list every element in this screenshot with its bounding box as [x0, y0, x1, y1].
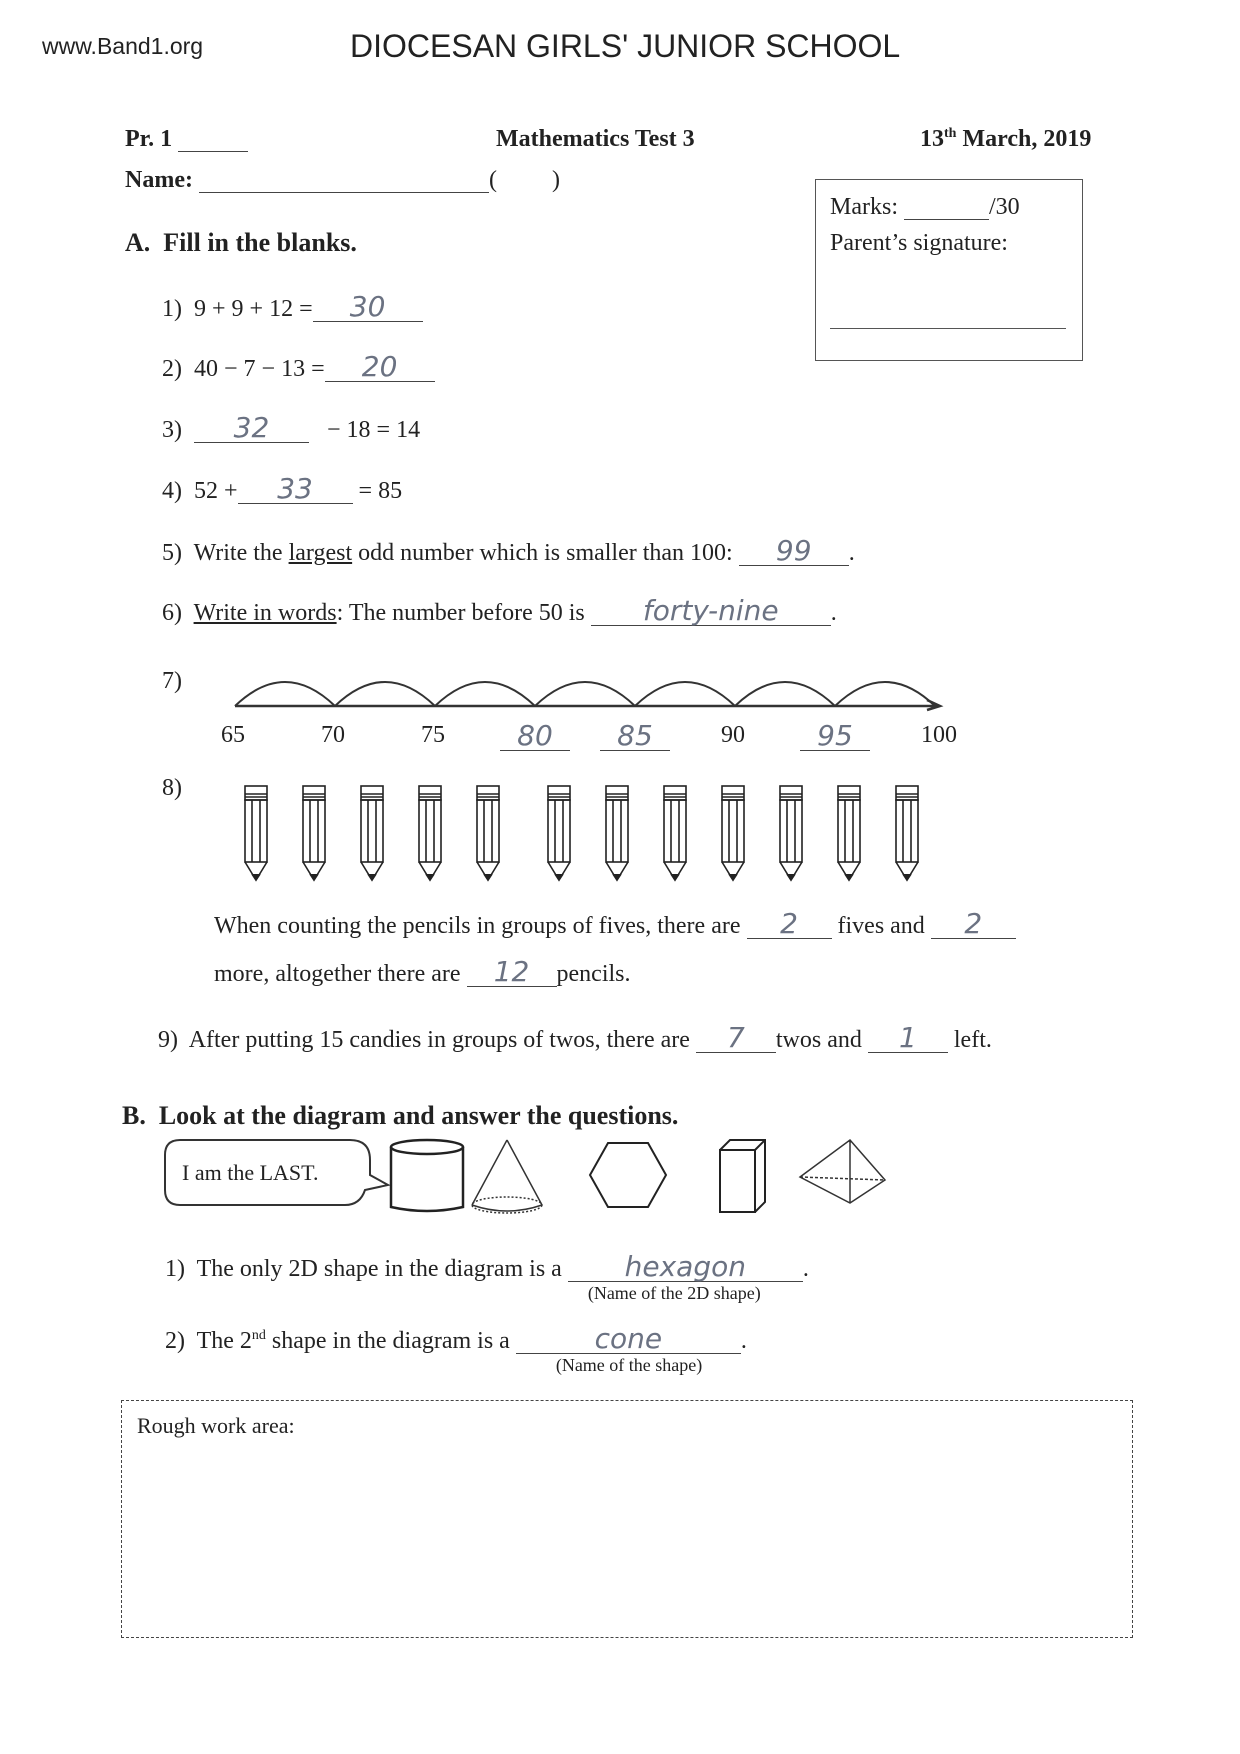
number-line-answer[interactable]: 95 [800, 722, 870, 751]
answer-a8-total[interactable]: 12 [467, 958, 557, 987]
pencil-icon [243, 784, 271, 884]
answer-a4[interactable]: 33 [238, 475, 353, 504]
pencil-icon [359, 784, 387, 884]
question-a6: 6) Write in words: The number before 50 is forty-nine . [162, 594, 837, 627]
number-line-label: 90 [721, 722, 745, 748]
answer-a1[interactable]: 30 [313, 293, 423, 322]
answer-a9-left[interactable]: 1 [868, 1024, 948, 1053]
answer-a5[interactable]: 99 [739, 537, 849, 566]
answer-a6[interactable]: forty-nine [591, 597, 831, 626]
pencil-icon [720, 784, 748, 884]
pyramid-shape [800, 1140, 885, 1203]
website-label: www.Band1.org [42, 33, 204, 59]
marks-field: Marks: /30 [830, 194, 1020, 220]
question-a2: 2) 40 − 7 − 13 = 20 [162, 353, 435, 383]
class-label: Pr. 1 [125, 126, 248, 153]
answer-a9-twos[interactable]: 7 [696, 1024, 776, 1053]
pencil-icon [894, 784, 922, 884]
answer-a8-fives[interactable]: 2 [747, 910, 832, 939]
answer-b1[interactable]: hexagon [568, 1253, 803, 1282]
pencil-icon [301, 784, 329, 884]
question-a8-line1: When counting the pencils in groups of fives, there are 2 fives and 2 [214, 910, 1016, 940]
speech-bubble-text: I am the LAST. [182, 1160, 319, 1185]
number-line-label: 75 [421, 722, 445, 748]
hexagon-shape [590, 1143, 666, 1207]
question-a7-number: 7) [162, 668, 182, 694]
school-title: DIOCESAN GIRLS' JUNIOR SCHOOL [350, 28, 901, 64]
number-line-answer[interactable]: 80 [500, 722, 570, 751]
rough-work-area[interactable] [121, 1400, 1133, 1638]
question-a8-line2: more, altogether there are 12 pencils. [214, 955, 631, 988]
question-a3: 3) 32 − 18 = 14 [162, 411, 421, 444]
pencil-icon [662, 784, 690, 884]
question-a5: 5) Write the largest odd number which is smaller than 100: 99 . [162, 534, 855, 567]
question-a9: 9) After putting 15 candies in groups of twos, there are 7 twos and 1 left. [158, 1021, 992, 1054]
number-line-label: 100 [921, 722, 957, 748]
answer-a8-more[interactable]: 2 [931, 910, 1016, 939]
signature-line [830, 328, 1066, 329]
answer-a2[interactable]: 20 [325, 353, 435, 382]
question-a1: 1) 9 + 9 + 12 = 30 [162, 293, 423, 323]
rough-work-label: Rough work area: [137, 1413, 295, 1438]
number-line [225, 670, 955, 720]
pencil-icon [417, 784, 445, 884]
name-field[interactable]: Name: ( ) [125, 167, 560, 193]
answer-a3[interactable]: 32 [194, 414, 309, 443]
cone-shape [472, 1140, 542, 1213]
cylinder-shape [391, 1140, 463, 1211]
signature-label: Parent’s signature: [830, 230, 1008, 256]
answer-b1-hint: (Name of the 2D shape) [587, 1283, 761, 1303]
number-line-label: 65 [221, 722, 245, 748]
section-a-heading: A. Fill in the blanks. [125, 228, 357, 257]
pencil-icon [475, 784, 503, 884]
question-a4: 4) 52 + 33 = 85 [162, 472, 403, 505]
answer-b2[interactable]: cone [516, 1325, 741, 1354]
test-title: Mathematics Test 3 [496, 126, 695, 152]
marks-box [815, 179, 1083, 361]
number-line-answer[interactable]: 85 [600, 722, 670, 751]
section-b-heading: B. Look at the diagram and answer the questions. [122, 1101, 679, 1130]
test-date: 13th March, 2019 [920, 126, 1092, 152]
pencil-icon [836, 784, 864, 884]
number-line-label: 70 [321, 722, 345, 748]
pencil-icon [546, 784, 574, 884]
answer-b2-hint: (Name of the shape) [555, 1355, 703, 1375]
pencil-icon [778, 784, 806, 884]
pencil-icon [604, 784, 632, 884]
number-line-arcs [235, 682, 935, 706]
question-b1: 1) The only 2D shape in the diagram is a hexagon (Name of the 2D shape) . [165, 1250, 809, 1303]
question-a8-number: 8) [162, 775, 182, 801]
cuboid-shape [720, 1140, 765, 1212]
question-b2: 2) The 2nd shape in the diagram is a cone (Name of the shape) . [165, 1322, 747, 1375]
